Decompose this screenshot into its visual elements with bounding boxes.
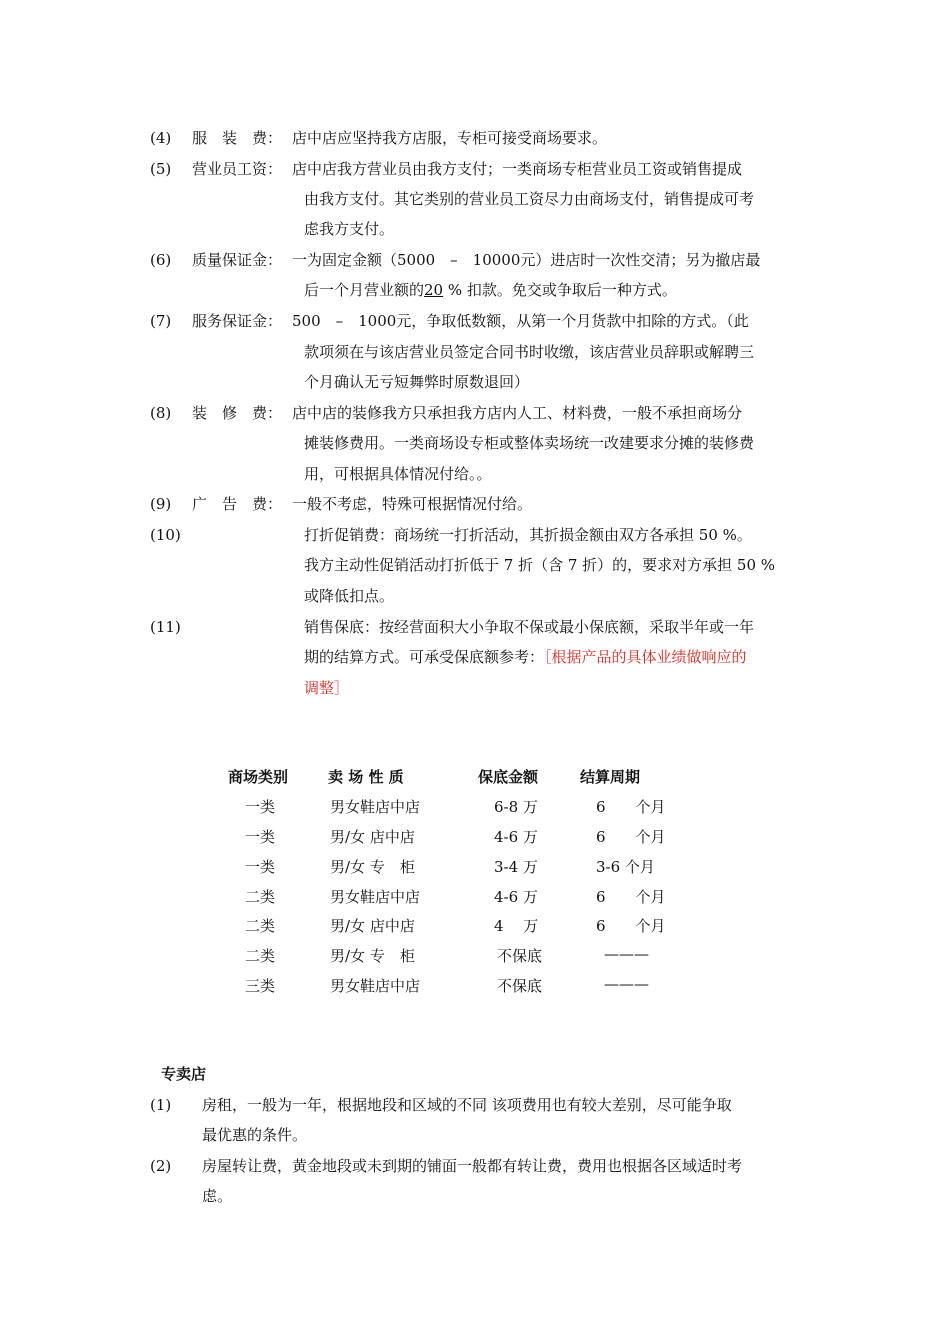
clause-number: (10): [150, 526, 181, 544]
table-cell: ———: [604, 945, 649, 963]
clause-text-cont: 款项须在与该店营业员签定合同书时收缴，该店营业员辞职或解聘三: [304, 343, 755, 361]
clause-text-cont: 由我方支付。其它类别的营业员工资尽力由商场支付，销售提成可考: [304, 190, 755, 208]
table-cell: 二类: [245, 888, 276, 906]
clause-text: 房屋转让费，黄金地段或未到期的铺面一般都有转让费，费用也根据各区域适时考: [202, 1157, 743, 1175]
table-cell: 男/女 店中店: [330, 917, 415, 935]
table-cell: 4 万: [494, 917, 539, 935]
table-header: 卖 场 性 质: [328, 768, 404, 786]
table-cell: 三类: [245, 977, 276, 995]
clause-text: 房租，一般为一年，根据地段和区域的不同 该项费用也有较大差别，尽可能争取: [202, 1096, 732, 1114]
clause-number: (6): [150, 251, 172, 269]
table-cell: 男女鞋店中店: [330, 977, 421, 995]
clause-text: 销售保底：按经营面积大小争取不保或最小保底额，采取半年或一年: [304, 618, 755, 636]
table-cell: 二类: [245, 947, 276, 965]
clause-text: 500 – 1000元，争取低数额，从第一个月货款中扣除的方式。（此: [292, 312, 749, 330]
clause-text-cont: 或降低扣点。: [304, 587, 395, 605]
table-cell: 男/女 店中店: [330, 828, 415, 846]
clause-label: 质量保证金：: [192, 251, 283, 269]
clause-text-cont: 个月确认无亏短舞弊时原数退回）: [304, 373, 530, 391]
clause-text-cont: 最优惠的条件。: [202, 1126, 308, 1144]
table-cell: 一类: [245, 798, 276, 816]
clause-number: (4): [150, 129, 172, 147]
table-header: 商场类别: [228, 768, 289, 786]
clause-text-cont: 虑我方支付。: [304, 220, 395, 238]
clause-number: (8): [150, 404, 172, 422]
clause-label: 广 告 费：: [192, 495, 283, 513]
clause-label: 服务保证金：: [192, 312, 283, 330]
clause-text-cont: 我方主动性促销活动打折低于 7 折（含 7 折）的，要求对方承担 50 %: [304, 556, 776, 574]
section-title: 专卖店: [161, 1065, 207, 1083]
clause-text-cont: [304, 646, 747, 668]
table-cell: 3-4 万: [494, 858, 538, 876]
table-cell: 4-6 万: [494, 828, 538, 846]
clause-label: 服 装 费：: [192, 129, 283, 147]
table-cell: 6 个月: [596, 888, 666, 906]
clause-text: 打折促销费：商场统一打折活动，其折损金额由双方各承担 50 %。: [304, 526, 752, 544]
table-cell: 3-6 个月: [596, 858, 655, 876]
clause-text: 一为固定金额（5000 – 10000元）进店时一次性交清；另为撤店最: [292, 251, 761, 269]
table-cell: 二类: [245, 917, 276, 935]
table-cell: 一类: [245, 858, 276, 876]
text-segment: 期的结算方式。可承受保底额参考：: [304, 648, 545, 666]
table-cell: 不保底: [497, 977, 543, 995]
table-header: 保底金额: [478, 768, 539, 786]
clause-text: 店中店的装修我方只承担我方店内人工、材料费，一般不承担商场分: [292, 404, 743, 422]
clause-text-cont: [304, 279, 677, 301]
table-cell: 男女鞋店中店: [330, 798, 421, 816]
table-cell: ———: [604, 975, 649, 993]
table-cell: 男/女 专 柜: [330, 858, 415, 876]
highlight-note: ［根据产品的具体业绩做响应的: [544, 648, 747, 666]
clause-text-cont: 虑。: [202, 1187, 233, 1205]
clause-number: (2): [150, 1157, 172, 1175]
table-cell: 男/女 专 柜: [330, 947, 415, 965]
clause-text: 店中店我方营业员由我方支付；一类商场专柜营业员工资或销售提成: [292, 160, 743, 178]
highlight-note: 调整］: [304, 679, 350, 697]
text-segment: 后一个月营业额的: [304, 281, 425, 299]
table-cell: 男女鞋店中店: [330, 888, 421, 906]
clause-label: 装 修 费：: [192, 404, 283, 422]
underlined-value: 20: [424, 281, 444, 299]
clause-text-cont: 摊装修费用。一类商场设专柜或整体卖场统一改建要求分摊的装修费: [304, 434, 755, 452]
clause-text: 一般不考虑，特殊可根据情况付给。: [292, 495, 533, 513]
clause-text: 店中店应坚持我方店服，专柜可接受商场要求。: [292, 129, 608, 147]
clause-number: (11): [150, 618, 181, 636]
table-cell: 4-6 万: [494, 888, 538, 906]
table-cell: 不保底: [497, 947, 543, 965]
table-cell: 一类: [245, 828, 276, 846]
clause-text-cont: 用，可根据具体情况付给。。: [304, 465, 492, 483]
table-cell: 6 个月: [596, 798, 666, 816]
table-header: 结算周期: [580, 768, 641, 786]
clause-label: 营业员工资：: [192, 160, 283, 178]
clause-number: (9): [150, 495, 172, 513]
table-cell: 6 个月: [596, 917, 666, 935]
clause-number: (7): [150, 312, 172, 330]
clause-number: (5): [150, 160, 172, 178]
table-cell: 6-8 万: [494, 798, 538, 816]
text-segment: % 扣款。免交或争取后一种方式。: [443, 281, 677, 299]
clause-number: (1): [150, 1096, 172, 1114]
table-cell: 6 个月: [596, 828, 666, 846]
